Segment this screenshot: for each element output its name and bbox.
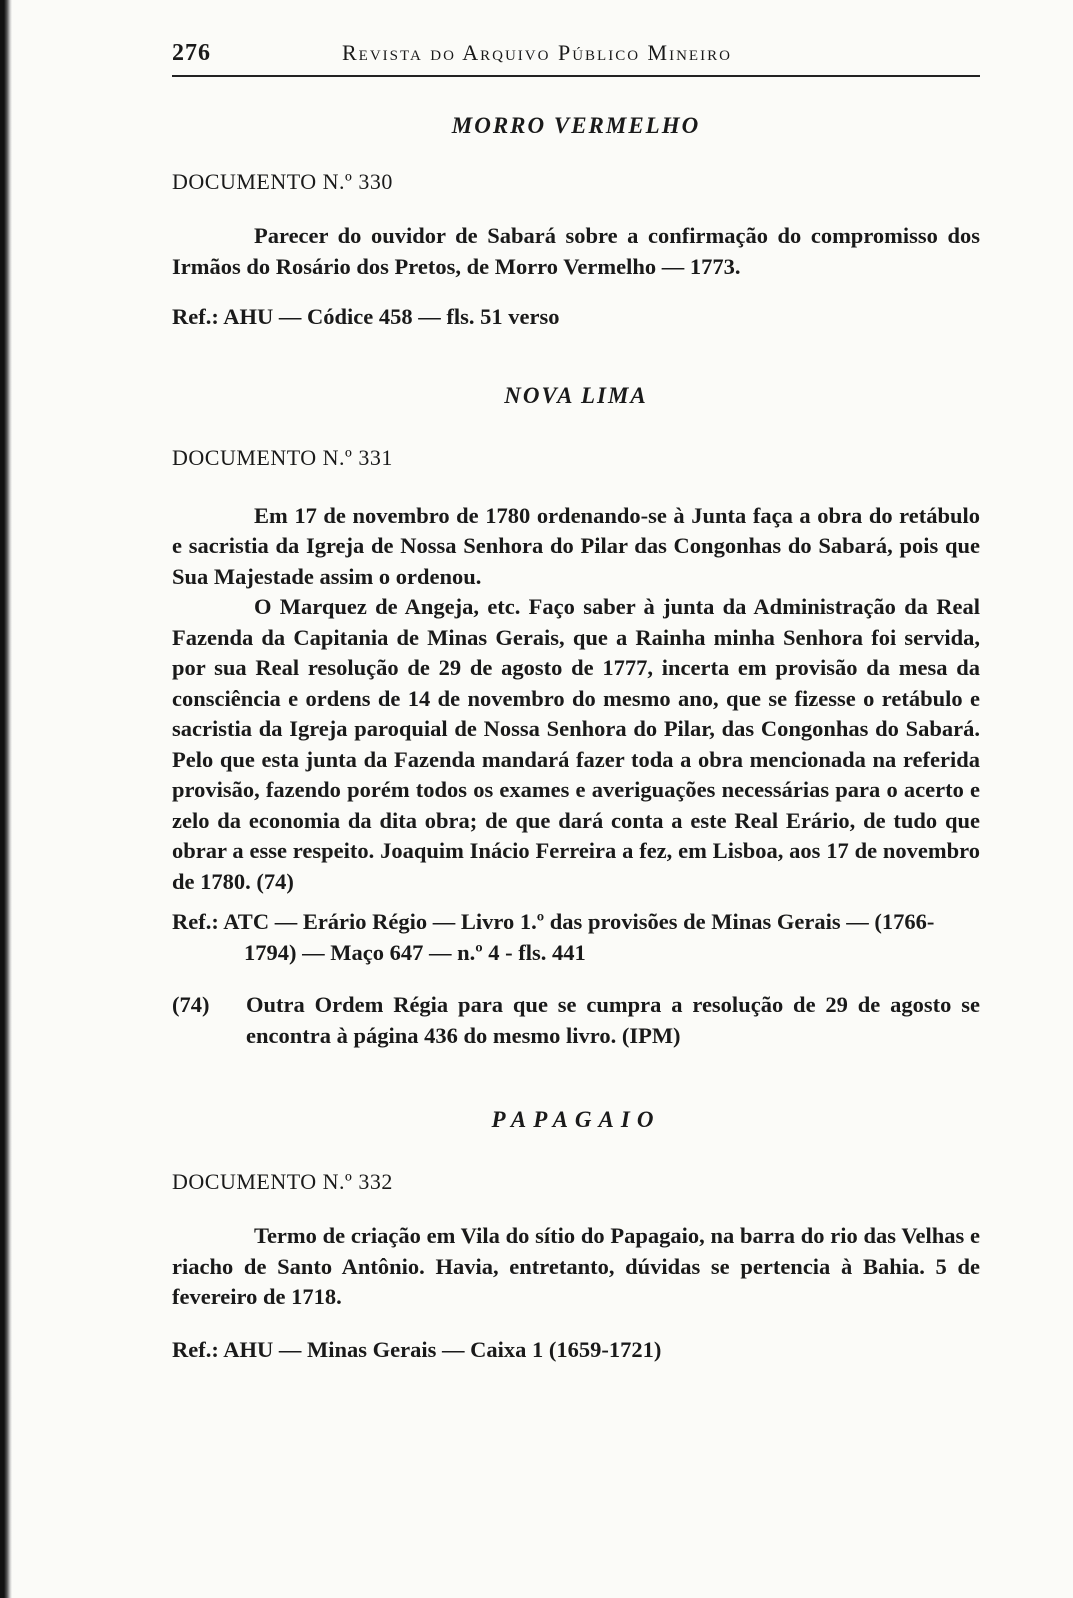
section-title: MORRO VERMELHO bbox=[451, 113, 701, 138]
document-summary: Termo de criação em Vila do sítio do Papagaio, na barra do rio das Velhas e riacho de Santo Antônio. Havia, entretanto, dúvidas se pertencia à Bahia. 5 de fevereiro de 1718. bbox=[172, 1223, 980, 1309]
document-page bbox=[172, 40, 980, 1365]
document-transcription: O Marquez de Angeja, etc. Faço saber à junta da Administração da Real Fazenda da Capitania de Minas Gerais, que a Rainha minha Senhora foi servida, por sua Real resolução de 29 de agosto de 1777, incerta em provisão da mesa da consciência e ordens de 14 de novembro do mesmo ano, que se fizesse o retábulo e sacristia da Igreja paroquial de Nossa Senhora do Pilar, das Congonhas do Sabará. Pelo que esta junta da Fazenda mandará fazer toda a obra mencionada na referida provisão, fazendo porém todos os exames e averiguações necessárias para o acerto e zelo da economia da dita obra; de que dará conta a este Real Erário, de tudo que obrar a esse respeito. Joaquim Inácio Ferreira a fez, em Lisboa, aos 17 de novembro de 1780. (74) bbox=[172, 594, 980, 894]
document-summary: Parecer do ouvidor de Sabará sobre a confirmação do compromisso dos Irmãos do Rosário dos Pretos, de Morro Vermelho — 1773. bbox=[172, 223, 980, 279]
footnote-mark: (74) bbox=[172, 992, 210, 1017]
document-reference: Ref.: AHU — Minas Gerais — Caixa 1 (1659-1721) bbox=[172, 1336, 662, 1362]
footnote bbox=[172, 990, 980, 1051]
section-morro-vermelho bbox=[172, 113, 980, 333]
document-number: DOCUMENTO N.º 331 bbox=[172, 444, 393, 470]
journal-title: Revista do Arquivo Público Mineiro bbox=[342, 40, 732, 65]
section-title: PAPAGAIO bbox=[491, 1107, 661, 1132]
document-reference: Ref.: ATC — Erário Régio — Livro 1.º das provisões de Minas Gerais — (1766-1794) — Maço 647 — n.º 4 - fls. 441 bbox=[172, 909, 935, 965]
running-header bbox=[172, 40, 980, 77]
footnote-text: Outra Ordem Régia para que se cumpra a resolução de 29 de agosto se encontra à página 436 do mesmo livro. (IPM) bbox=[246, 992, 980, 1048]
document-reference: Ref.: AHU — Códice 458 — fls. 51 verso bbox=[172, 304, 560, 329]
document-summary: Em 17 de novembro de 1780 ordenando-se à Junta faça a obra do retábulo e sacristia da Igreja de Nossa Senhora do Pilar das Congonhas do Sabará, pois que Sua Majestade assim o ordenou. bbox=[172, 502, 980, 589]
page-scan-edge bbox=[0, 0, 12, 1598]
page-number: 276 bbox=[172, 40, 211, 66]
document-number: DOCUMENTO N.º 330 bbox=[172, 169, 393, 194]
section-papagaio bbox=[172, 1107, 980, 1365]
section-nova-lima bbox=[172, 383, 980, 1052]
section-title: NOVA LIMA bbox=[504, 382, 648, 408]
document-number: DOCUMENTO N.º 332 bbox=[172, 1169, 393, 1194]
